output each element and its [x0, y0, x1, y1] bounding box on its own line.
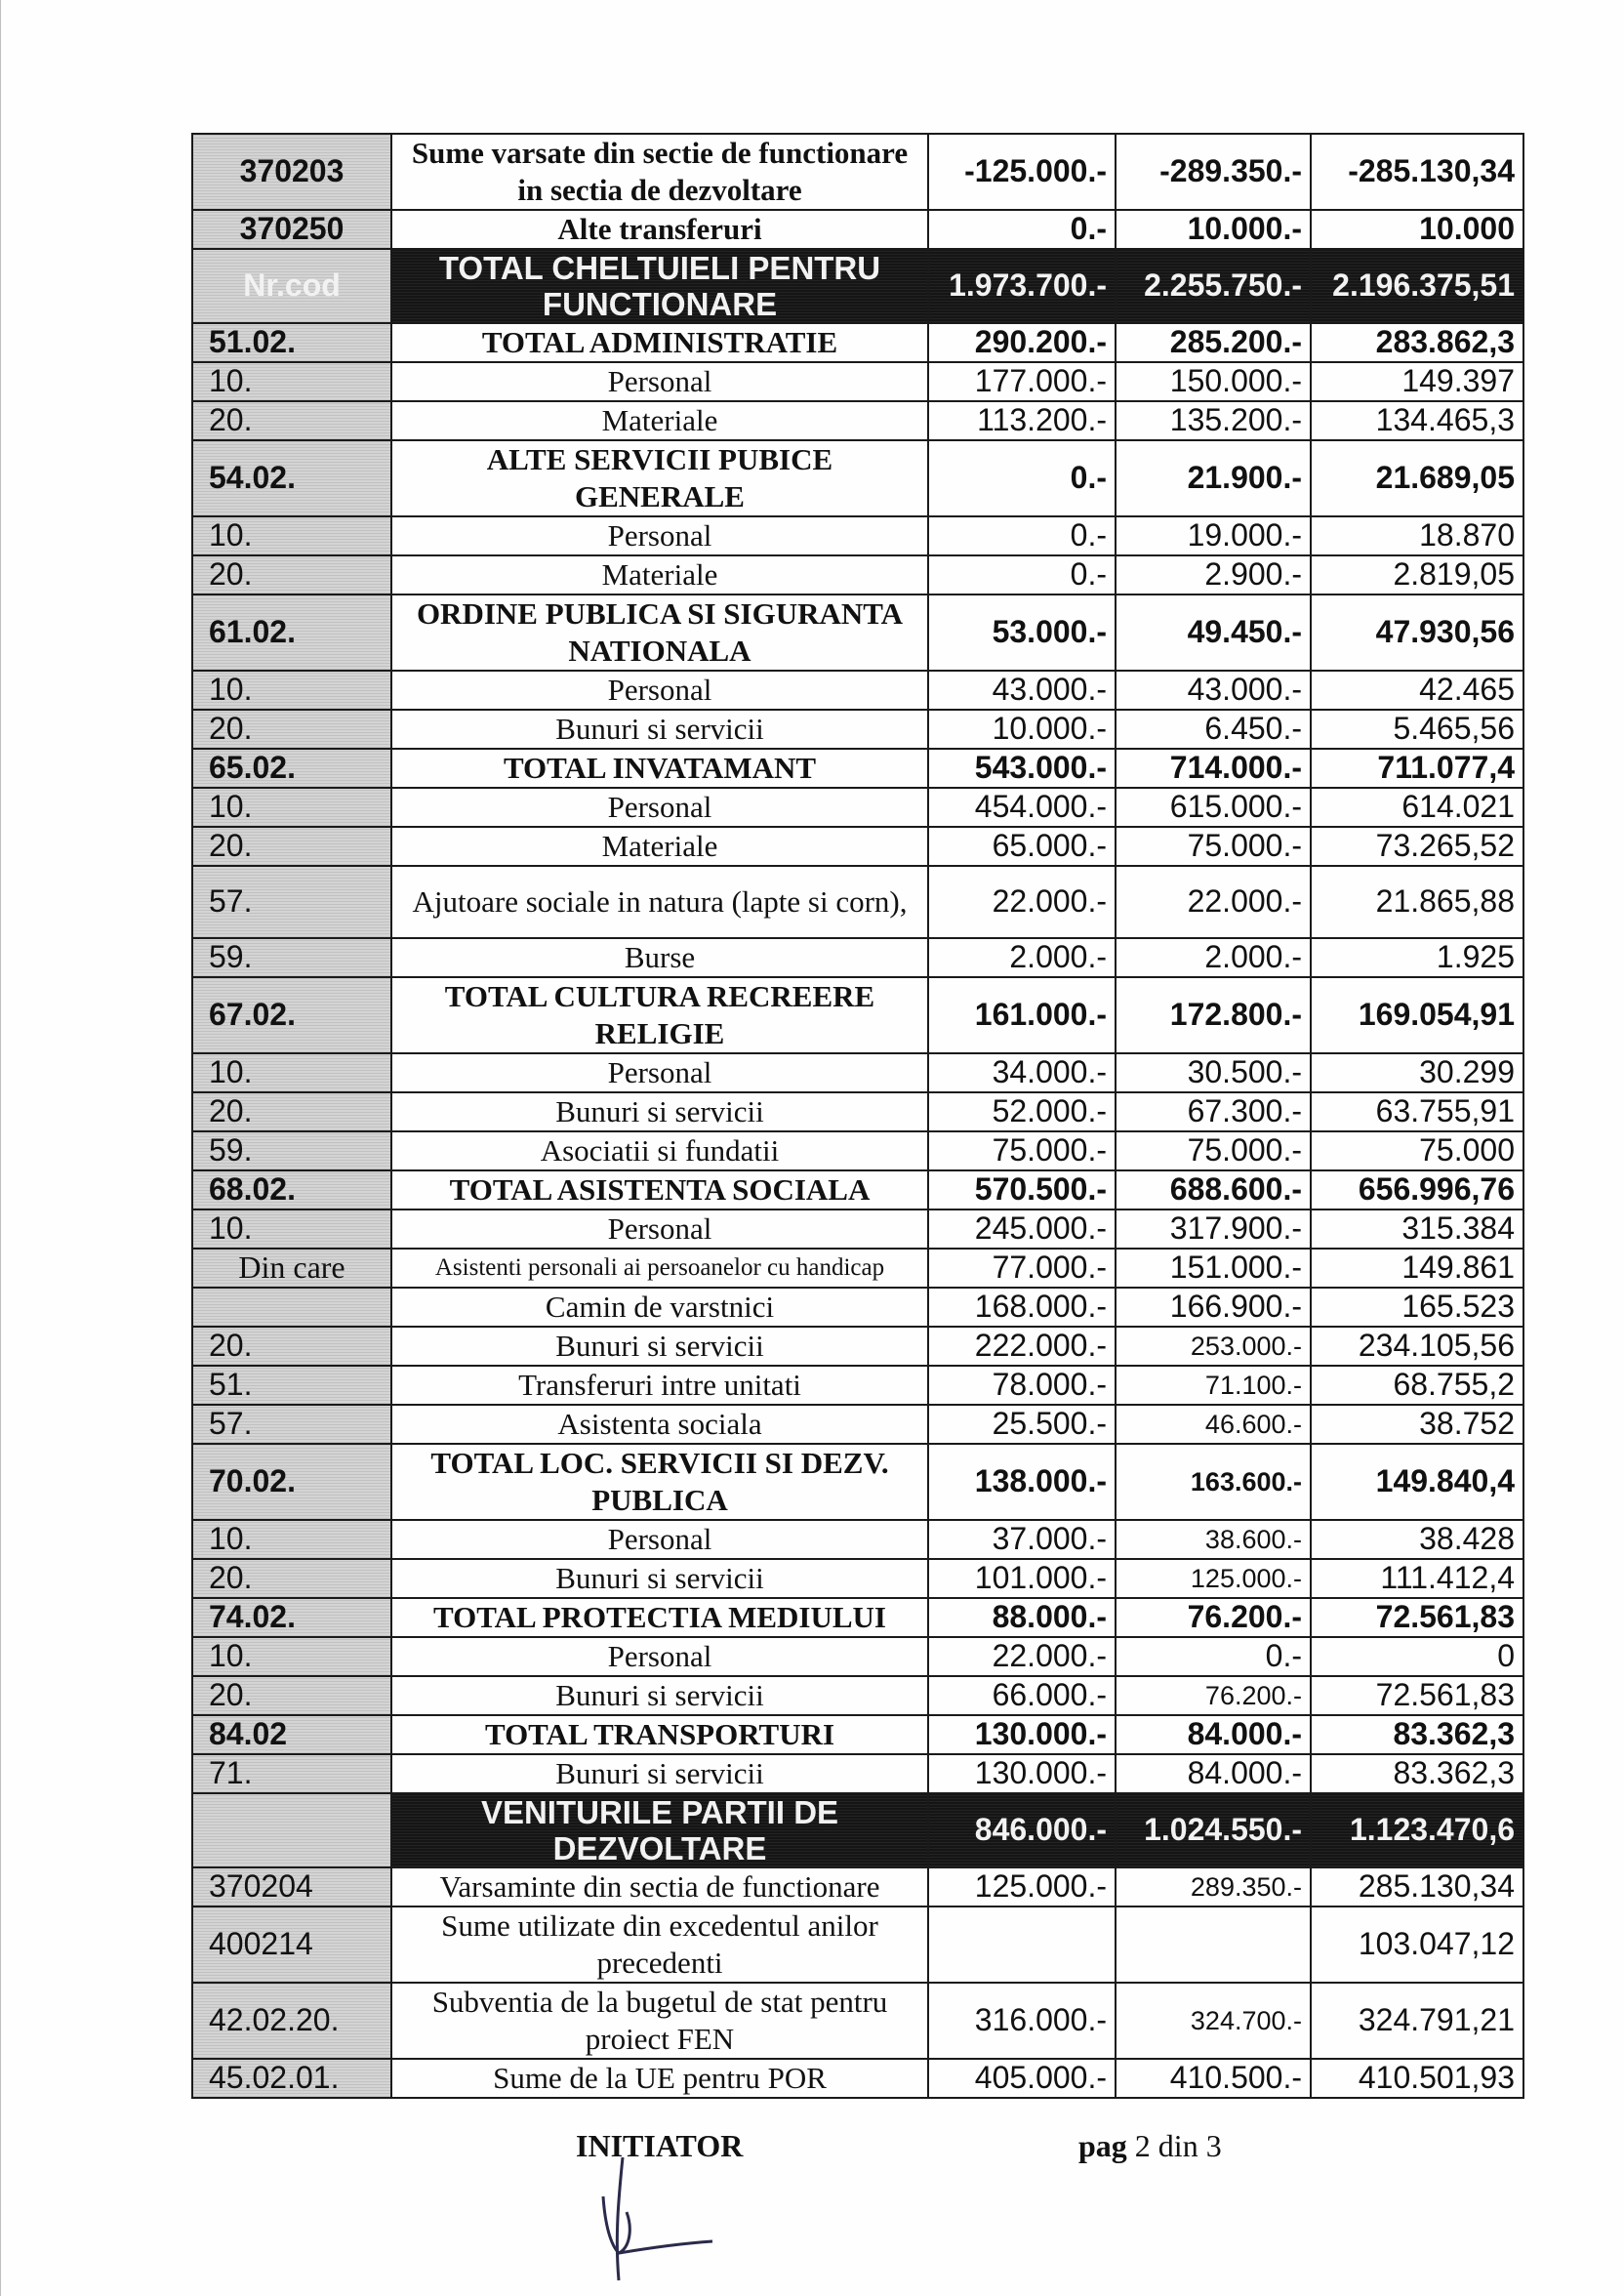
table-row — [192, 2059, 1523, 2098]
table-row — [192, 1715, 1523, 1754]
row-description: Asistenti personali ai persoanelor cu handicap — [391, 1249, 928, 1288]
row-value-2: 0.- — [1116, 1637, 1311, 1676]
table-row — [192, 1867, 1523, 1906]
row-code: 20. — [192, 827, 391, 866]
table-row — [192, 1405, 1523, 1444]
row-code: 59. — [192, 1131, 391, 1170]
row-value-3: 83.362,3 — [1311, 1715, 1523, 1754]
table-row — [192, 1053, 1523, 1092]
row-value-1: 125.000.- — [928, 1867, 1116, 1906]
row-value-2: 6.450.- — [1116, 710, 1311, 749]
row-value-1: 101.000.- — [928, 1559, 1116, 1598]
row-code: 20. — [192, 1092, 391, 1131]
row-value-1: 2.000.- — [928, 938, 1116, 977]
row-value-1: 65.000.- — [928, 827, 1116, 866]
row-description: Sume varsate din sectie de functionare in sectia de dezvoltare — [391, 134, 928, 210]
row-value-3: 711.077,4 — [1311, 749, 1523, 788]
table-row — [192, 671, 1523, 710]
row-value-3: -285.130,34 — [1311, 134, 1523, 210]
row-description: Personal — [391, 362, 928, 401]
table-row — [192, 1520, 1523, 1559]
table-row — [192, 977, 1523, 1053]
row-value-3: 72.561,83 — [1311, 1598, 1523, 1637]
row-value-2: 67.300.- — [1116, 1092, 1311, 1131]
row-description: Personal — [391, 1520, 928, 1559]
row-value-2: 30.500.- — [1116, 1053, 1311, 1092]
row-value-1: 75.000.- — [928, 1131, 1116, 1170]
row-code: 59. — [192, 938, 391, 977]
table-row — [192, 134, 1523, 210]
row-description: TOTAL ADMINISTRATIE — [391, 323, 928, 362]
row-description: TOTAL PROTECTIA MEDIULUI — [391, 1598, 928, 1637]
row-code: 51.02. — [192, 323, 391, 362]
row-description: Subventia de la bugetul de stat pentru proiect FEN — [391, 1983, 928, 2059]
row-value-2: 615.000.- — [1116, 788, 1311, 827]
row-code: 61.02. — [192, 594, 391, 671]
row-value-1: 130.000.- — [928, 1715, 1116, 1754]
row-value-1: 161.000.- — [928, 977, 1116, 1053]
row-value-1: 245.000.- — [928, 1210, 1116, 1249]
row-code: 20. — [192, 1559, 391, 1598]
row-value-3: 21.689,05 — [1311, 440, 1523, 516]
row-code: 10. — [192, 1520, 391, 1559]
table-row — [192, 1559, 1523, 1598]
row-code: 54.02. — [192, 440, 391, 516]
table-row — [192, 1327, 1523, 1366]
row-description: ORDINE PUBLICA SI SIGURANTA NATIONALA — [391, 594, 928, 671]
table-row — [192, 827, 1523, 866]
scan-edge — [0, 0, 1, 2296]
row-value-3: 5.465,56 — [1311, 710, 1523, 749]
row-code: 10. — [192, 516, 391, 555]
row-value-1: -125.000.- — [928, 134, 1116, 210]
row-value-1: 316.000.- — [928, 1983, 1116, 2059]
row-value-3: 285.130,34 — [1311, 1867, 1523, 1906]
row-description: TOTAL ASISTENTA SOCIALA — [391, 1170, 928, 1210]
row-value-3: 149.861 — [1311, 1249, 1523, 1288]
row-description: Camin de varstnici — [391, 1288, 928, 1327]
row-value-2: 151.000.- — [1116, 1249, 1311, 1288]
row-value-2: -289.350.- — [1116, 134, 1311, 210]
row-value-3: 10.000 — [1311, 210, 1523, 249]
row-description: Bunuri si servicii — [391, 1092, 928, 1131]
row-value-3: 21.865,88 — [1311, 866, 1523, 938]
row-value-2: 75.000.- — [1116, 827, 1311, 866]
row-value-3: 2.196.375,51 — [1311, 249, 1523, 323]
row-value-2: 289.350.- — [1116, 1867, 1311, 1906]
row-value-3: 111.412,4 — [1311, 1559, 1523, 1598]
row-value-3: 165.523 — [1311, 1288, 1523, 1327]
initiator-label: INITIATOR — [576, 2128, 744, 2163]
row-value-1: 0.- — [928, 516, 1116, 555]
row-code: 20. — [192, 555, 391, 594]
row-description: Bunuri si servicii — [391, 1754, 928, 1793]
row-code: 20. — [192, 1327, 391, 1366]
row-code: 51. — [192, 1366, 391, 1405]
row-description: Personal — [391, 788, 928, 827]
total-row — [192, 1793, 1523, 1867]
row-value-2: 172.800.- — [1116, 977, 1311, 1053]
row-description: TOTAL TRANSPORTURI — [391, 1715, 928, 1754]
row-value-1: 570.500.- — [928, 1170, 1116, 1210]
row-value-2: 38.600.- — [1116, 1520, 1311, 1559]
row-value-3: 410.501,93 — [1311, 2059, 1523, 2098]
row-value-3: 2.819,05 — [1311, 555, 1523, 594]
row-value-2: 75.000.- — [1116, 1131, 1311, 1170]
row-value-1: 22.000.- — [928, 1637, 1116, 1676]
row-value-3: 103.047,12 — [1311, 1906, 1523, 1983]
page-number — [1078, 2128, 1222, 2164]
table-row — [192, 1906, 1523, 1983]
row-value-1: 88.000.- — [928, 1598, 1116, 1637]
row-value-3: 234.105,56 — [1311, 1327, 1523, 1366]
row-description: Sume de la UE pentru POR — [391, 2059, 928, 2098]
row-value-2: 317.900.- — [1116, 1210, 1311, 1249]
row-code: 10. — [192, 1210, 391, 1249]
row-description: Bunuri si servicii — [391, 1327, 928, 1366]
row-value-1: 43.000.- — [928, 671, 1116, 710]
row-description: Burse — [391, 938, 928, 977]
row-value-2: 2.000.- — [1116, 938, 1311, 977]
row-value-2: 166.900.- — [1116, 1288, 1311, 1327]
table-row — [192, 1598, 1523, 1637]
row-value-2: 285.200.- — [1116, 323, 1311, 362]
row-code: 70.02. — [192, 1444, 391, 1520]
row-code: 74.02. — [192, 1598, 391, 1637]
row-value-3: 73.265,52 — [1311, 827, 1523, 866]
row-value-2: 125.000.- — [1116, 1559, 1311, 1598]
row-description: Varsaminte din sectia de functionare — [391, 1867, 928, 1906]
row-code: 67.02. — [192, 977, 391, 1053]
row-value-2: 71.100.- — [1116, 1366, 1311, 1405]
table-row — [192, 866, 1523, 938]
row-description: Personal — [391, 1637, 928, 1676]
row-code: 65.02. — [192, 749, 391, 788]
row-value-1: 113.200.- — [928, 401, 1116, 440]
row-value-1: 34.000.- — [928, 1053, 1116, 1092]
row-value-2: 46.600.- — [1116, 1405, 1311, 1444]
row-value-2: 22.000.- — [1116, 866, 1311, 938]
row-value-2: 410.500.- — [1116, 2059, 1311, 2098]
row-value-3: 656.996,76 — [1311, 1170, 1523, 1210]
row-value-3: 38.428 — [1311, 1520, 1523, 1559]
row-value-3: 75.000 — [1311, 1131, 1523, 1170]
row-code: 370204 — [192, 1867, 391, 1906]
row-description: Bunuri si servicii — [391, 1676, 928, 1715]
row-code: 20. — [192, 1676, 391, 1715]
row-value-1: 25.500.- — [928, 1405, 1116, 1444]
row-value-1: 0.- — [928, 210, 1116, 249]
row-value-2 — [1116, 1906, 1311, 1983]
row-description: Bunuri si servicii — [391, 710, 928, 749]
row-description: TOTAL INVATAMANT — [391, 749, 928, 788]
row-code: 57. — [192, 866, 391, 938]
row-value-3: 47.930,56 — [1311, 594, 1523, 671]
row-value-2: 1.024.550.- — [1116, 1793, 1311, 1867]
row-code: 370250 — [192, 210, 391, 249]
row-description: Personal — [391, 671, 928, 710]
row-description: Ajutoare sociale in natura (lapte si corn), — [391, 866, 928, 938]
row-code: 45.02.01. — [192, 2059, 391, 2098]
row-value-2: 76.200.- — [1116, 1598, 1311, 1637]
row-value-2: 324.700.- — [1116, 1983, 1311, 2059]
row-value-1: 290.200.- — [928, 323, 1116, 362]
row-description: Transferuri intre unitati — [391, 1366, 928, 1405]
row-description: TOTAL CHELTUIELI PENTRU FUNCTIONARE — [391, 249, 928, 323]
row-value-2: 10.000.- — [1116, 210, 1311, 249]
row-value-2: 76.200.- — [1116, 1676, 1311, 1715]
row-value-2: 21.900.- — [1116, 440, 1311, 516]
row-value-3: 1.123.470,6 — [1311, 1793, 1523, 1867]
row-value-3: 38.752 — [1311, 1405, 1523, 1444]
row-value-1: 10.000.- — [928, 710, 1116, 749]
row-value-2: 135.200.- — [1116, 401, 1311, 440]
row-description: Materiale — [391, 827, 928, 866]
table-row — [192, 710, 1523, 749]
row-description: Materiale — [391, 401, 928, 440]
page-count: 2 din 3 — [1134, 2128, 1222, 2163]
row-value-3: 30.299 — [1311, 1053, 1523, 1092]
table-row — [192, 210, 1523, 249]
row-value-3: 315.384 — [1311, 1210, 1523, 1249]
row-value-2: 714.000.- — [1116, 749, 1311, 788]
row-value-1: 846.000.- — [928, 1793, 1116, 1867]
row-value-2: 2.255.750.- — [1116, 249, 1311, 323]
row-description: Asistenta sociala — [391, 1405, 928, 1444]
row-code: 68.02. — [192, 1170, 391, 1210]
table-row — [192, 1131, 1523, 1170]
table-row — [192, 1249, 1523, 1288]
row-value-2: 163.600.- — [1116, 1444, 1311, 1520]
row-value-1: 53.000.- — [928, 594, 1116, 671]
row-code: 10. — [192, 362, 391, 401]
row-value-1: 52.000.- — [928, 1092, 1116, 1131]
row-value-3: 18.870 — [1311, 516, 1523, 555]
row-value-1: 454.000.- — [928, 788, 1116, 827]
row-code: 370203 — [192, 134, 391, 210]
row-description: VENITURILE PARTII DE DEZVOLTARE — [391, 1793, 928, 1867]
row-code: 57. — [192, 1405, 391, 1444]
table-row — [192, 1676, 1523, 1715]
row-value-3: 72.561,83 — [1311, 1676, 1523, 1715]
row-code: 10. — [192, 671, 391, 710]
row-value-1: 168.000.- — [928, 1288, 1116, 1327]
table-row — [192, 1366, 1523, 1405]
row-code — [192, 1288, 391, 1327]
table-row — [192, 362, 1523, 401]
row-value-1: 78.000.- — [928, 1366, 1116, 1405]
row-code: 10. — [192, 788, 391, 827]
row-code: 10. — [192, 1637, 391, 1676]
table-row — [192, 1754, 1523, 1793]
row-value-3: 134.465,3 — [1311, 401, 1523, 440]
row-value-3: 83.362,3 — [1311, 1754, 1523, 1793]
table-row — [192, 555, 1523, 594]
row-code — [192, 1793, 391, 1867]
table-row — [192, 1983, 1523, 2059]
row-description: TOTAL CULTURA RECREERE RELIGIE — [391, 977, 928, 1053]
row-code: 84.02 — [192, 1715, 391, 1754]
row-description: Materiale — [391, 555, 928, 594]
row-code: 42.02.20. — [192, 1983, 391, 2059]
row-value-2: 688.600.- — [1116, 1170, 1311, 1210]
row-value-2: 43.000.- — [1116, 671, 1311, 710]
row-value-1: 77.000.- — [928, 1249, 1116, 1288]
table-row — [192, 440, 1523, 516]
row-value-2: 253.000.- — [1116, 1327, 1311, 1366]
row-value-1: 177.000.- — [928, 362, 1116, 401]
row-value-3: 63.755,91 — [1311, 1092, 1523, 1131]
page-word: pag — [1078, 2128, 1127, 2163]
table-row — [192, 1637, 1523, 1676]
row-value-1: 405.000.- — [928, 2059, 1116, 2098]
row-description: ALTE SERVICII PUBICE GENERALE — [391, 440, 928, 516]
row-code: Din care — [192, 1249, 391, 1288]
budget-table — [191, 133, 1524, 2099]
table-row — [192, 401, 1523, 440]
table-row — [192, 749, 1523, 788]
row-value-3: 324.791,21 — [1311, 1983, 1523, 2059]
row-value-1 — [928, 1906, 1116, 1983]
row-value-3: 614.021 — [1311, 788, 1523, 827]
row-code: 400214 — [192, 1906, 391, 1983]
row-value-2: 84.000.- — [1116, 1754, 1311, 1793]
row-value-1: 1.973.700.- — [928, 249, 1116, 323]
row-code: 10. — [192, 1053, 391, 1092]
row-description: Personal — [391, 516, 928, 555]
row-value-3: 68.755,2 — [1311, 1366, 1523, 1405]
row-description: Sume utilizate din excedentul anilor precedenti — [391, 1906, 928, 1983]
table-row — [192, 594, 1523, 671]
row-value-2: 150.000.- — [1116, 362, 1311, 401]
table-row — [192, 1288, 1523, 1327]
row-value-1: 22.000.- — [928, 866, 1116, 938]
row-value-3: 0 — [1311, 1637, 1523, 1676]
table-row — [192, 788, 1523, 827]
row-value-3: 169.054,91 — [1311, 977, 1523, 1053]
row-description: TOTAL LOC. SERVICII SI DEZV. PUBLICA — [391, 1444, 928, 1520]
row-code: Nr.cod — [192, 249, 391, 323]
row-value-1: 138.000.- — [928, 1444, 1116, 1520]
row-value-1: 543.000.- — [928, 749, 1116, 788]
table-row — [192, 1170, 1523, 1210]
table-row — [192, 323, 1523, 362]
table-row — [192, 1210, 1523, 1249]
table-row — [192, 516, 1523, 555]
row-value-2: 19.000.- — [1116, 516, 1311, 555]
row-description: Personal — [391, 1053, 928, 1092]
row-value-3: 283.862,3 — [1311, 323, 1523, 362]
row-description: Personal — [391, 1210, 928, 1249]
row-value-2: 2.900.- — [1116, 555, 1311, 594]
row-value-1: 222.000.- — [928, 1327, 1116, 1366]
table-row — [192, 1092, 1523, 1131]
row-description: Bunuri si servicii — [391, 1559, 928, 1598]
row-value-3: 1.925 — [1311, 938, 1523, 977]
row-value-2: 84.000.- — [1116, 1715, 1311, 1754]
row-value-1: 37.000.- — [928, 1520, 1116, 1559]
row-value-1: 0.- — [928, 555, 1116, 594]
row-description: Alte transferuri — [391, 210, 928, 249]
row-value-1: 66.000.- — [928, 1676, 1116, 1715]
row-value-1: 0.- — [928, 440, 1116, 516]
row-code: 71. — [192, 1754, 391, 1793]
row-value-3: 42.465 — [1311, 671, 1523, 710]
row-code: 20. — [192, 401, 391, 440]
table-row — [192, 1444, 1523, 1520]
row-description: Asociatii si fundatii — [391, 1131, 928, 1170]
row-value-3: 149.840,4 — [1311, 1444, 1523, 1520]
row-value-1: 130.000.- — [928, 1754, 1116, 1793]
signature-mark — [576, 2138, 722, 2284]
row-value-3: 149.397 — [1311, 362, 1523, 401]
row-value-2: 49.450.- — [1116, 594, 1311, 671]
row-code: 20. — [192, 710, 391, 749]
total-row — [192, 249, 1523, 323]
table-row — [192, 938, 1523, 977]
